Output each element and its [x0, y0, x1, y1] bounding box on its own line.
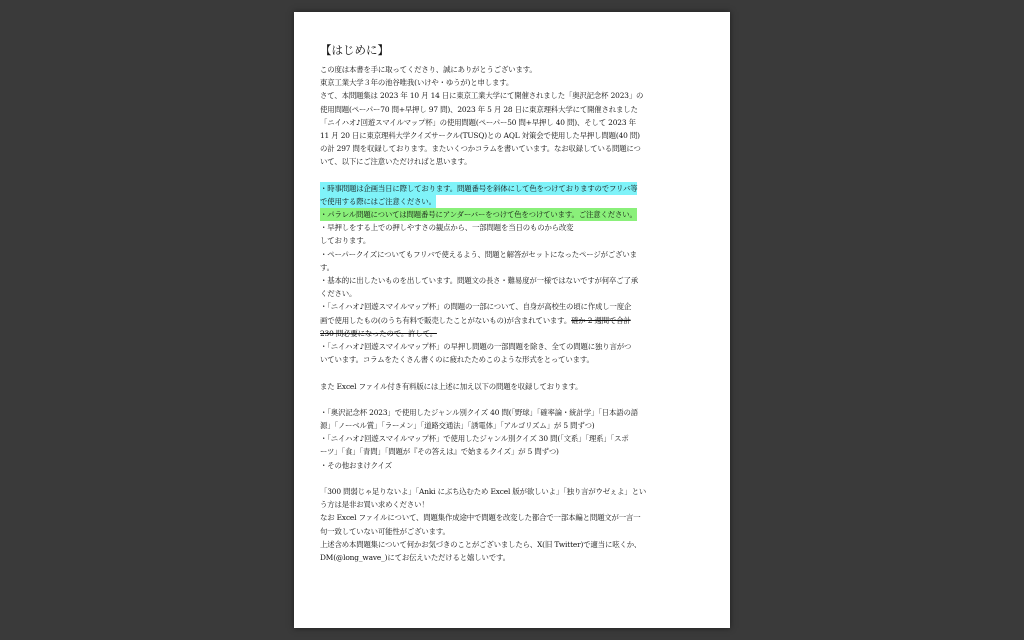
closing-paragraph — [320, 485, 706, 564]
note-line-highlighted — [320, 208, 706, 221]
list-line: 源」「ノーベル賞」「ラーメン」「道路交通法」「誘電体」「アルゴリズム」が 5 問ずつ) — [320, 421, 595, 431]
note-line: ・ペーパークイズについてもフリバで使えるよう、問題と解答がセットになったページがございま — [320, 249, 637, 259]
note-line: ・基本的に出したいものを出しています。問題文の長さ・難易度が一様ではないですが何卒ご了承 — [320, 276, 639, 285]
strikethrough-text: 230 問必要になったので。許して。 — [320, 328, 437, 338]
strikethrough-text: 確か 2 週間で合計 — [571, 315, 631, 325]
text-line: の計 297 問を収録しております。またいくつかコラムを書いています。なお収録している問題につ — [320, 144, 641, 154]
note-line: いています。コラムをたくさん書くのに疲れたためこのような形式をとっています。 — [320, 355, 594, 365]
text-line: 上述含め本問題集について何かお気づきのことがございましたら、X(旧 Twitter)で適当に呟くか、 — [320, 539, 642, 549]
paragraph-gap — [320, 393, 706, 406]
note-line: す。 — [320, 262, 334, 272]
note-line-highlighted — [320, 182, 706, 195]
green-highlight: ・パラレル問題については問題番号にアンダーバーをつけて色をつけています。ご注意ください。 — [320, 208, 637, 221]
note-line — [320, 314, 706, 327]
text-line: 東京工業大学３年の池谷唯我(いけや・ゆうが)と申します。 — [320, 78, 514, 88]
note-line-highlighted — [320, 195, 706, 208]
page-content — [320, 42, 706, 564]
notes-list — [320, 182, 706, 367]
text-line: 「ニイハオ♪回遊スマイルマップ杯」の使用問題(ペーパー50 問+早押し 40 問)、そして 2023 年 — [320, 117, 636, 127]
text-line: 句一致していない可能性がございます。 — [320, 526, 450, 536]
note-line: しております。 — [320, 236, 371, 246]
text-line: 11 月 20 日に東京理科大学クイズサークル(TUSQ)との AQL 対策会で使用した早押し問題(40 問) — [320, 130, 640, 140]
paragraph-gap — [320, 169, 706, 182]
document-page — [294, 12, 730, 628]
text-line: DM(@long_wave_)にてお伝えいただけると嬉しいです。 — [320, 552, 510, 562]
list-line: ・その他おまけクイズ — [320, 460, 392, 470]
note-line — [320, 327, 706, 340]
note-line: ・早押しをする上での押しやすさの観点から、一部問題を当日のものから改変 — [320, 223, 574, 233]
note-line: ください。 — [320, 289, 357, 299]
section-heading: 【はじめに】 — [320, 43, 389, 57]
text-line: いて、以下にご注意いただければと思います。 — [320, 157, 472, 167]
list-line: ・「ニイハオ♪回遊スマイルマップ杯」で使用したジャンル別クイズ 30 問(「文系」「理系」「スポ — [320, 434, 629, 444]
note-text: 画で使用したもの(のうち有料で販売したことがないもの)が含まれています。 — [320, 315, 572, 325]
excel-list — [320, 406, 706, 472]
text-line: う方は是非お買い求めください！ — [320, 500, 429, 510]
text-line: この度は本書を手に取ってくださり、誠にありがとうございます。 — [320, 65, 537, 74]
cyan-highlight: で使用する際にはご注意ください。 — [320, 195, 436, 208]
list-line: ーツ」「食」「青問」「問題が『その答えは』で始まるクイズ」が 5 問ずつ) — [320, 447, 559, 457]
text-line: 「300 問弱じゃ足りないよ」「Anki にぶち込むため Excel 版が欲しいよ」「独り言がウゼぇよ」とい — [320, 487, 647, 496]
text-line: さて、本問題集は 2023 年 10 月 14 日に東京工業大学にて開催されました「奥沢記念杯 2023」の — [320, 91, 644, 101]
cyan-highlight: ・時事問題は企画当日に際しております。問題番号を斜体にして色をつけておりますのでフリバ等 — [320, 182, 637, 195]
paragraph-gap — [320, 366, 706, 379]
text-line: 使用問題(ペーパー70 問+早押し 97 問)、2023 年 5 月 28 日に東京理科大学にて開催されました — [320, 104, 638, 114]
note-line: ・「ニイハオ♪回遊スマイルマップ杯」の問題の一部について、自身が高校生の頃に作成し一度企 — [320, 302, 632, 312]
paragraph-gap — [320, 472, 706, 485]
excel-intro: また Excel ファイル付き有料版には上述に加え以下の問題を収録しております。 — [320, 381, 583, 391]
note-line: ・「ニイハオ♪回遊スマイルマップ杯」の早押し問題の一部問題を除き、全ての問題に独り言がつ — [320, 341, 632, 351]
text-line: なお Excel ファイルについて、問題集作成途中で問題を改変した都合で一部本編と問題文が一言一 — [320, 513, 641, 523]
list-line: ・「奥沢記念杯 2023」で使用したジャンル別クイズ 40 問(「野球」「確率論・統計学」「日本語の語 — [320, 407, 638, 417]
intro-paragraph — [320, 63, 706, 169]
